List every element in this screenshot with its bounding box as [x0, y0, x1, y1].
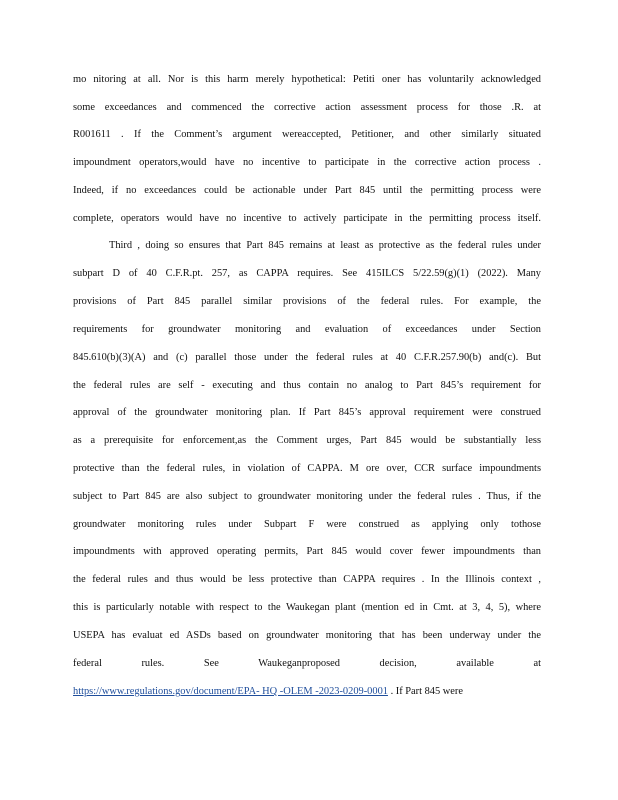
text-line: this is particularly notable with respect to the Waukegan plant (mention ed in Cmt. at 3, 4, 5), where: [73, 602, 541, 613]
text-line: complete, operators would have no incentive to actively participate in the permitting process itself.: [73, 213, 541, 224]
text-line: provisions of Part 845 parallel similar provisions of the federal rules. For example, the: [73, 296, 541, 307]
text-line: subject to Part 845 are also subject to groundwater monitoring under the federal rules . Thus, if the: [73, 491, 541, 502]
text-line: Indeed, if no exceedances could be actionable under Part 845 until the permitting process were: [73, 185, 541, 196]
text-line: impoundments with approved operating permits, Part 845 would cover fewer impoundments than: [73, 546, 541, 557]
paragraph-first-line: Third , doing so ensures that Part 845 remains at least as protective as the federal rules under: [109, 240, 541, 251]
link-line: [73, 685, 541, 699]
text-line: 845.610(b)(3)(A) and (c) parallel those under the federal rules at 40 C.F.R.257.90(b) and(c). But: [73, 352, 541, 363]
text-line: approval of the groundwater monitoring plan. If Part 845’s approval requirement were construed: [73, 407, 541, 418]
text-line: groundwater monitoring rules under Subpart F were construed as applying only tothose: [73, 519, 541, 530]
text-line: the federal rules and thus would be less protective than CAPPA requires . In the Illinois context ,: [73, 574, 541, 585]
text-line: protective than the federal rules, in violation of CAPPA. M ore over, CCR surface impoundments: [73, 463, 541, 474]
link-line-tail: . If Part 845 were: [387, 686, 463, 697]
text-line: subpart D of 40 C.F.R.pt. 257, as CAPPA requires. See 415ILCS 5/22.59(g)(1) (2022). Many: [73, 268, 541, 279]
text-line: as a prerequisite for enforcement,as the Comment urges, Part 845 would be substantially less: [73, 435, 541, 446]
text-line: mo nitoring at all. Nor is this harm merely hypothetical: Petiti oner has voluntarily acknowledged: [73, 74, 541, 85]
text-line: requirements for groundwater monitoring and evaluation of exceedances under Section: [73, 324, 541, 335]
text-line: USEPA has evaluat ed ASDs based on groundwater monitoring that has been underway under the: [73, 630, 541, 641]
text-line: federal rules. See Waukeganproposed decision, available at: [73, 658, 541, 669]
regulations-gov-link[interactable]: https://www.regulations.gov/document/EPA- HQ -OLEM -2023-0209-0001: [73, 686, 388, 697]
text-line: impoundment operators,would have no incentive to participate in the corrective action process .: [73, 157, 541, 168]
text-line: R001611 . If the Comment’s argument wereaccepted, Petitioner, and other similarly situated: [73, 129, 541, 140]
text-line: the federal rules are self - executing and thus contain no analog to Part 845’s requirement for: [73, 380, 541, 391]
text-line: some exceedances and commenced the corrective action assessment process for those .R. at: [73, 102, 541, 113]
